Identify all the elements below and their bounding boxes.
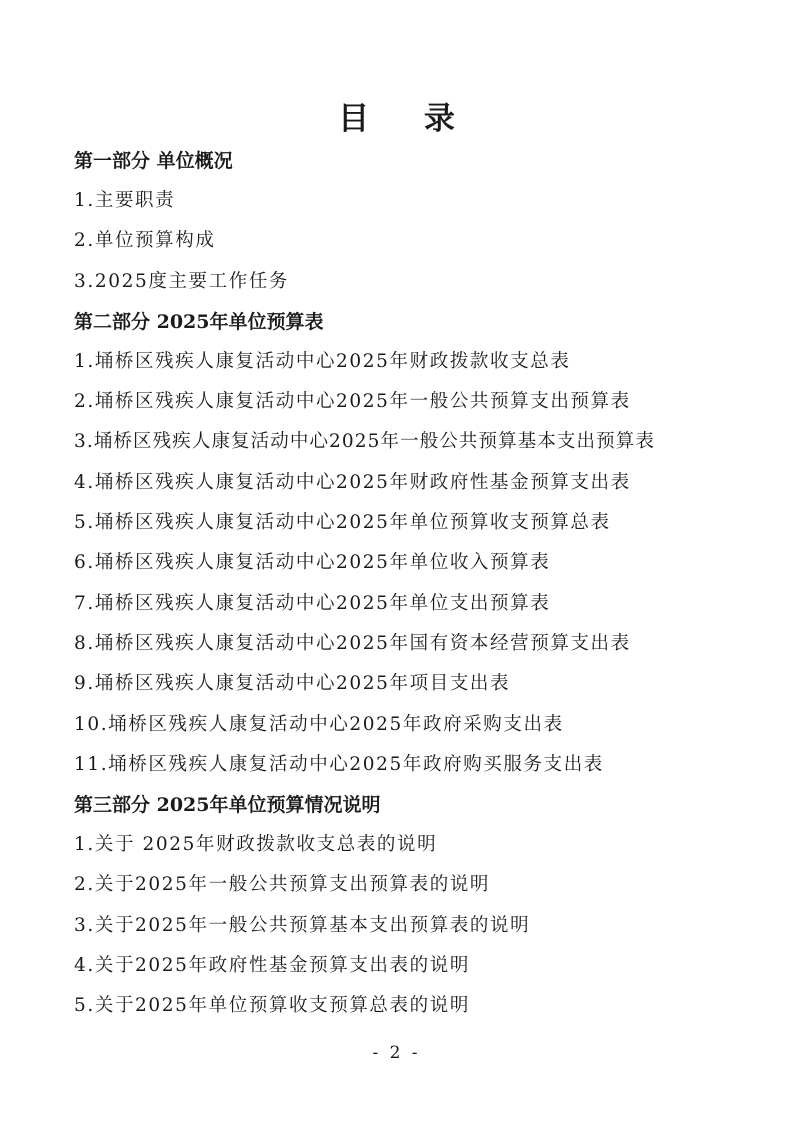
toc-item: 3.埇桥区残疾人康复活动中心2025年一般公共预算基本支出预算表: [74, 431, 655, 453]
page-number: - 2 -: [372, 1043, 421, 1063]
toc-item: 3.关于2025年一般公共预算基本支出预算表的说明: [74, 914, 531, 936]
toc-item: 5.关于2025年单位预算收支预算总表的说明: [74, 995, 470, 1017]
section-heading-part-2: 第二部分 2025年单位预算表: [74, 310, 324, 333]
section-heading-part-1: 第一部分 单位概况: [74, 150, 233, 172]
toc-item: 4.埇桥区残疾人康复活动中心2025年财政府性基金预算支出表: [74, 471, 631, 493]
toc-item: 1.关于 2025年财政拨款收支总表的说明: [74, 834, 438, 856]
toc-item: 4.关于2025年政府性基金预算支出表的说明: [74, 955, 470, 977]
section-heading-part-3: 第三部分 2025年单位预算情况说明: [74, 794, 381, 817]
toc-item: 3.2025度主要工作任务: [74, 270, 290, 292]
toc-item: 1.埇桥区残疾人康复活动中心2025年财政拨款收支总表: [74, 350, 571, 372]
toc-item: 2.单位预算构成: [74, 230, 216, 252]
toc-item: 6.埇桥区残疾人康复活动中心2025年单位收入预算表: [74, 552, 551, 574]
toc-item: 11.埇桥区残疾人康复活动中心2025年政府购买服务支出表: [74, 753, 604, 775]
toc-item: 7.埇桥区残疾人康复活动中心2025年单位支出预算表: [74, 592, 551, 614]
toc-item: 9.埇桥区残疾人康复活动中心2025年项目支出表: [74, 673, 511, 695]
toc-item: 2.埇桥区残疾人康复活动中心2025年一般公共预算支出预算表: [74, 391, 631, 413]
table-of-contents: [74, 145, 754, 1031]
page-title: 目 录: [338, 101, 477, 137]
toc-item: 8.埇桥区残疾人康复活动中心2025年国有资本经营预算支出表: [74, 632, 631, 654]
toc-item: 1.主要职责: [74, 190, 176, 211]
toc-item: 5.埇桥区残疾人康复活动中心2025年单位预算收支预算总表: [74, 512, 611, 534]
toc-item: 10.埇桥区残疾人康复活动中心2025年政府采购支出表: [74, 713, 564, 735]
toc-item: 2.关于2025年一般公共预算支出预算表的说明: [74, 874, 491, 896]
